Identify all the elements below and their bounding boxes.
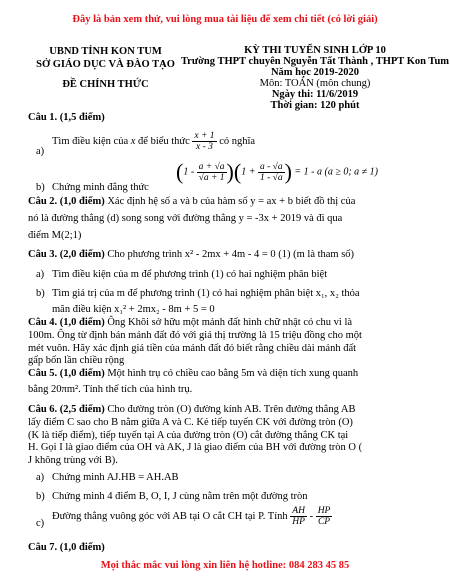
q1-a-marker: a): [36, 146, 45, 157]
q5: Câu 5. (1,0 điểm) Một hình trụ có chiều cao bằng 5m và diện tích xung quanh bằng 20πm². Tính thể tích của hình trụ.: [28, 368, 359, 395]
q1-a-fraction: $\frac{x + 1}{x - 3}$: [194, 131, 215, 152]
school-name: Trường THPT chuyên Nguyễn Tất Thành , THPT Kon Tum: [180, 56, 450, 67]
q6-b-marker: b): [36, 491, 45, 502]
hotline-banner: Mọi thắc mắc vui lòng xin liên hệ hotline: 084 283 45 85: [100, 560, 350, 571]
department-label: SỞ GIÁO DỤC VÀ ĐÀO TẠO: [36, 59, 175, 70]
q2: Câu 2. (1,0 điểm) Xác định hệ số a và b của hàm số y = ax + b biết đồ thị của nó là đường thẳng (d) song song với đường thẳng y = -3x + 2019 và đi qua điểm M(2;1): [28, 196, 356, 241]
exam-name: KỲ THI TUYỂN SINH LỚP 10: [244, 45, 386, 56]
header-right: [180, 45, 450, 111]
q1-b-text: Chứng minh đẳng thức: [52, 182, 149, 193]
q3-b2: mãn điều kiện x₁² + 2mx₂ - 8m + 5 = 0: [52, 304, 215, 315]
q4: Câu 4. (1,0 điểm) Ông Khôi sở hữu một mảnh đất hình chữ nhật có chu vi là 100m. Ông từ định bán mảnh đất đó với giá thị trường là 15 triệu đồng cho một mét vuôn. Hãy xác định giá tiền của mảnh đất đó biết rằng chiều dài mảnh đất gấp bốn lần chiều rộng: [28, 317, 362, 367]
subject: Môn: TOÁN (môn chung): [259, 78, 371, 89]
q1-a: Tìm điều kiện của x để biểu thức $\frac{x + 1}{x - 3}$ có nghĩa: [52, 131, 256, 152]
q3-a-marker: a): [36, 269, 45, 280]
q3: Câu 3. (2,0 điểm) Cho phương trình x² - 2mx + 4m - 4 = 0 (1) (m là tham số): [28, 249, 355, 260]
q6-c: Đường thẳng vuông góc với AB tại O cắt CH tại P. Tính $\frac{AH}{HP}$ - $\frac{HP}{CP}$: [52, 506, 331, 527]
official-label: ĐỀ CHÍNH THỨC: [62, 79, 149, 90]
preview-banner: Đây là bản xem thử, vui lòng mua tài liệu để xem chi tiết (có lời giải): [72, 14, 378, 25]
q3-a: Tìm điều kiện của m để phương trình (1) có hai nghiệm phân biệt: [52, 269, 328, 280]
q6-a: Chứng minh AJ.HB = AH.AB: [52, 472, 179, 483]
q6: Câu 6. (2,5 điểm) Cho đường tròn (O) đường kính AB. Trên đường thẳng AB lấy điểm C sao cho B nằm giữa A và C. Kẻ tiếp tuyến CK với đường tròn (O) (K là tiếp điểm), tiếp tuyến tại A của đường tròn (O) cắt đường thẳng CK tại H. Gọi I là giao điểm của OH và AK, J là giao điểm của BH với đường tròn O ( J không trùng với B).: [28, 404, 363, 467]
duration: Thời gian: 120 phút: [270, 100, 360, 111]
exam-date: Ngày thi: 11/6/2019: [271, 89, 359, 100]
school-year: Năm học 2019-2020: [270, 67, 360, 78]
header-left: [18, 45, 193, 91]
q1-title: Câu 1. (1,5 điểm): [28, 112, 105, 123]
province-label: UBND TỈNH KON TUM: [49, 46, 162, 57]
q7-title: Câu 7. (1,0 điểm): [28, 542, 105, 553]
q6-a-marker: a): [36, 472, 45, 483]
q6-b: Chứng minh 4 điểm B, O, I, J cùng nằm trên một đường tròn: [52, 491, 308, 502]
q1-b-marker: b): [36, 182, 45, 193]
q1-b-identity: (1 - $\frac{a + √a}{√a + 1}$ )(1 + $\frac{a - √a}{1 - √a}$ ) = 1 - a (a ≥ 0; a ≠ 1): [176, 159, 378, 184]
q3-b1: Tìm giá trị của m để phương trình (1) có hai nghiệm phân biệt x₁, x₂ thỏa: [52, 288, 360, 299]
q3-b-marker: b): [36, 288, 45, 299]
q6-c-marker: c): [36, 518, 45, 529]
